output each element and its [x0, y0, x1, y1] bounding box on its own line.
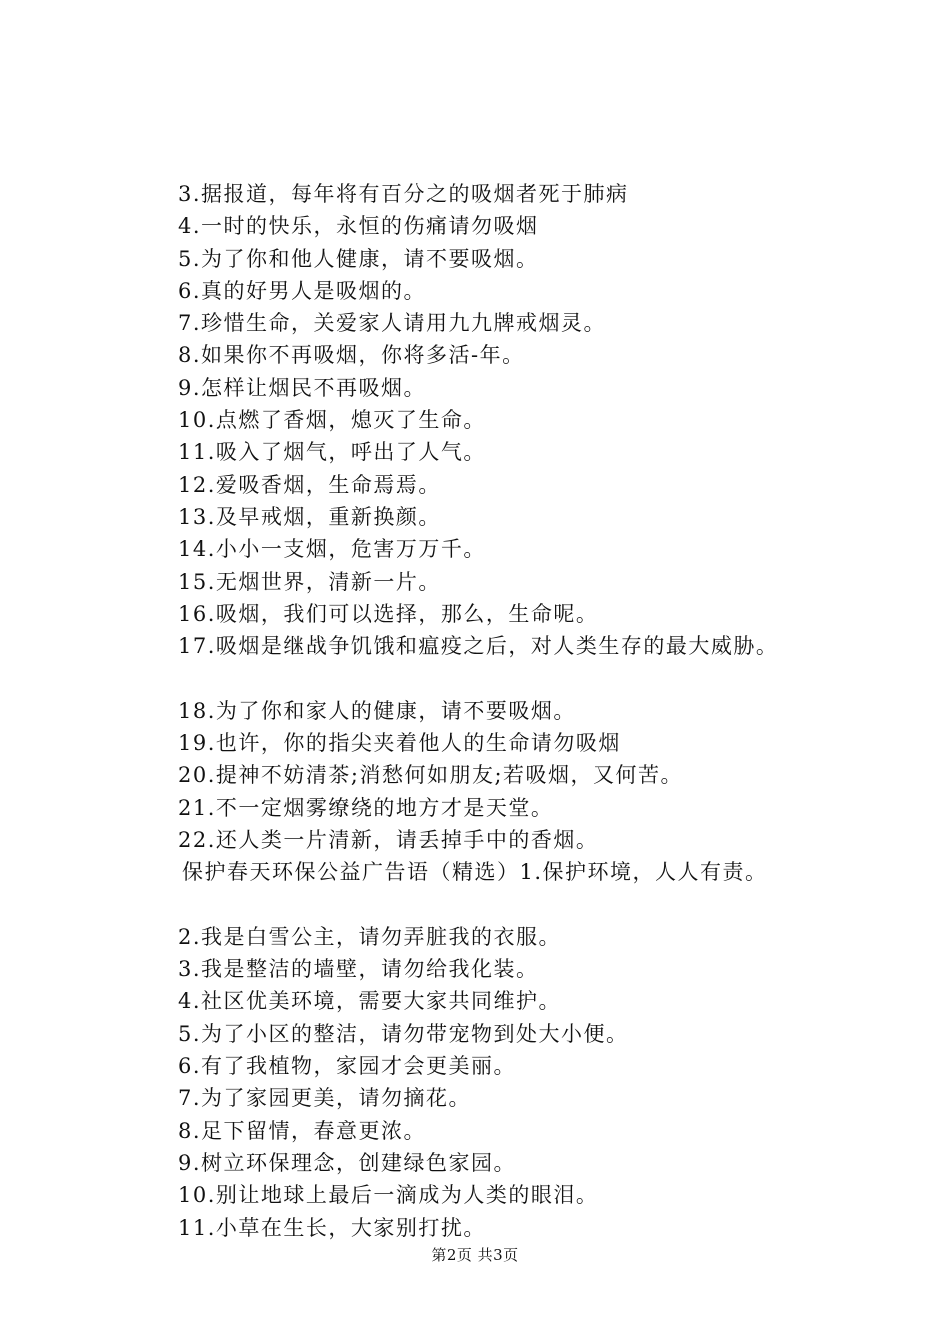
list-item: 6.真的好男人是吸烟的。 — [178, 278, 427, 303]
list-item: 4.一时的快乐，永恒的伤痛请勿吸烟 — [178, 214, 539, 239]
list-item: 17.吸烟是继战争饥饿和瘟疫之后，对人类生存的最大威胁。 — [178, 634, 779, 659]
list-item: 5.为了你和他人健康，请不要吸烟。 — [178, 246, 539, 271]
list-item: 18.为了你和家人的健康，请不要吸烟。 — [178, 698, 576, 723]
list-item: 14.小小一支烟，危害万万千。 — [178, 537, 486, 562]
list-item: 4.社区优美环境，需要大家共同维护。 — [178, 989, 562, 1014]
document-body — [178, 178, 928, 1244]
list-item: 9.怎样让烟民不再吸烟。 — [178, 375, 427, 400]
list-item: 16.吸烟，我们可以选择，那么，生命呢。 — [178, 601, 599, 626]
list-item: 15.无烟世界，清新一片。 — [178, 569, 441, 594]
list-item: 10.别让地球上最后一滴成为人类的眼泪。 — [178, 1183, 599, 1208]
paragraph-gap — [178, 662, 928, 694]
section-heading: 保护春天环保公益广告语（精选）1.保护环境，人人有责。 — [182, 860, 768, 885]
list-item: 6.有了我植物，家园才会更美丽。 — [178, 1054, 517, 1079]
page-number-footer: 第2页 共3页 — [431, 1246, 519, 1264]
paragraph-gap — [178, 889, 928, 921]
list-item: 9.树立环保理念，创建绿色家园。 — [178, 1150, 517, 1175]
list-item: 8.如果你不再吸烟，你将多活-年。 — [178, 343, 525, 368]
list-item: 7.为了家园更美，请勿摘花。 — [178, 1086, 472, 1111]
list-item: 11.吸入了烟气，呼出了人气。 — [178, 440, 486, 465]
list-item: 13.及早戒烟，重新换颜。 — [178, 504, 441, 529]
list-item: 2.我是白雪公主，请勿弄脏我的衣服。 — [178, 924, 562, 949]
slogan-list-environment — [178, 921, 928, 1244]
list-item: 7.珍惜生命，关爱家人请用九九牌戒烟灵。 — [178, 311, 607, 336]
list-item: 8.足下留情，春意更浓。 — [178, 1118, 427, 1143]
list-item: 11.小草在生长，大家别打扰。 — [178, 1215, 486, 1240]
list-item: 5.为了小区的整洁，请勿带宠物到处大小便。 — [178, 1021, 629, 1046]
slogan-list-smoking-continued — [178, 695, 928, 856]
list-item: 20.提神不妨清茶;消愁何如朋友;若吸烟，又何苦。 — [178, 763, 684, 788]
list-item: 22.还人类一片清新，请丢掉手中的香烟。 — [178, 827, 599, 852]
list-item: 10.点燃了香烟，熄灭了生命。 — [178, 408, 486, 433]
list-item: 19.也许，你的指尖夹着他人的生命请勿吸烟 — [178, 731, 621, 756]
list-item: 12.爱吸香烟，生命焉焉。 — [178, 472, 441, 497]
list-item: 3.我是整洁的墙壁，请勿给我化装。 — [178, 957, 539, 982]
list-item: 3.据报道，每年将有百分之的吸烟者死于肺病 — [178, 182, 629, 206]
list-item: 21.不一定烟雾缭绕的地方才是天堂。 — [178, 795, 554, 820]
slogan-list-smoking — [178, 178, 928, 662]
